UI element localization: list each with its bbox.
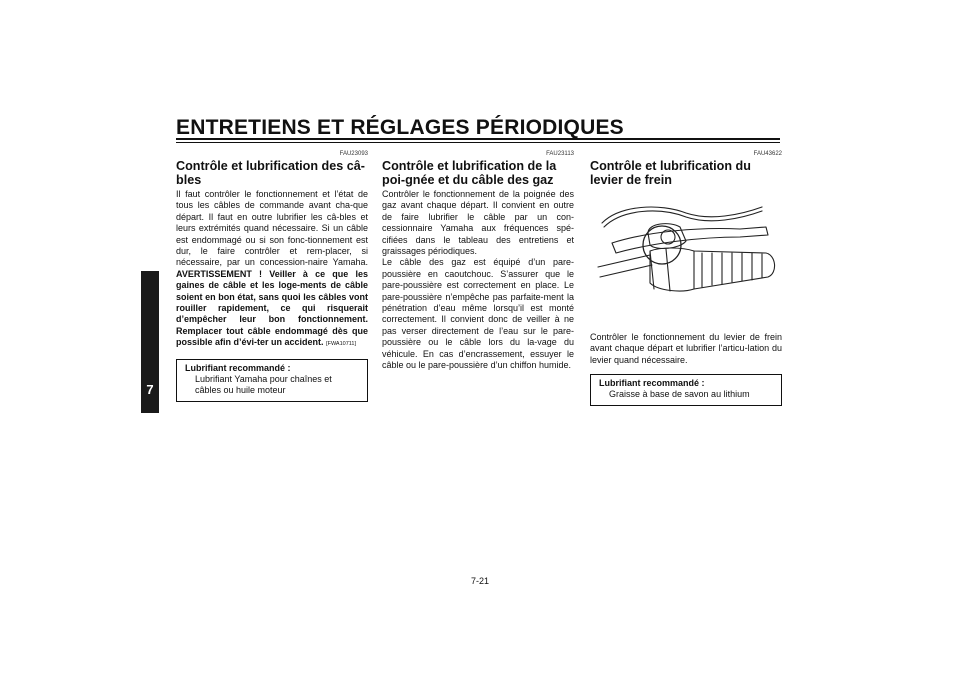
section-code: FAU43622 xyxy=(753,151,782,157)
chapter-tab xyxy=(141,271,159,413)
lubricant-value: Graisse à base de savon au lithium xyxy=(609,389,750,400)
lubricant-label: Lubrifiant recommandé : xyxy=(185,362,291,373)
section-code: FAU23093 xyxy=(339,151,368,157)
section-title: Contrôle et lubrification des câ-bles xyxy=(176,159,365,187)
chapter-tab-number: 7 xyxy=(146,382,154,397)
lubricant-value: Lubrifiant Yamaha pour chaînes et câbles ou huile moteur xyxy=(195,373,332,395)
page-header-title: ENTRETIENS ET RÉGLAGES PÉRIODIQUES xyxy=(176,116,624,139)
lubricant-box xyxy=(176,359,368,402)
section-body: Contrôler le fonctionnement du levier de frein avant chaque départ et lubrifier l’articu-lation du levier quand nécessaire. xyxy=(590,332,782,365)
section-title: Contrôle et lubrification de la poi-gnée et du câble des gaz xyxy=(382,159,557,187)
brake-lever-illustration xyxy=(590,193,782,321)
section-brake-lever xyxy=(590,150,782,406)
page-number: 7-21 xyxy=(470,576,489,586)
section-body xyxy=(176,189,368,351)
section-cables xyxy=(176,150,368,402)
section-body: Contrôler le fonctionnement de la poignée des gaz avant chaque départ. Il convient en outre de faire lubrifier le câble par un con-cessionnaire Yamaha aux fréquences spé-cifiées dans le tableau des entretiens et graissages périodiques. xyxy=(382,189,574,257)
section-code: FAU23113 xyxy=(546,151,574,157)
warning-text: AVERTISSEMENT ! Veiller à ce que les gaines de câble et les loge-ments de câble soient en bon état, sans quoi les câbles vont rouiller rapidement, ce qui risquerait d’empêcher leur bon fonctionnement. Remplacer tout câble endommagé dès que possible afin d’évi-ter un accident. xyxy=(176,268,368,348)
section-title: Contrôle et lubrification du levier de frein xyxy=(590,159,751,187)
lubricant-box xyxy=(590,374,782,406)
section-throttle xyxy=(382,150,574,372)
section-body-text: Il faut contrôler le fonctionnement et l’état de tous les câbles de commande avant cha-que départ. Il faut en outre lubrifier les câ-bles et leurs extrémités quand nécessaire. Si un câble est endommagé ou si son fonc-tionnement est dur, le faire contrôler et rem-placer, si nécessaire, par un concession-naire Yamaha. xyxy=(176,189,368,268)
section-body-2: Le câble des gaz est équipé d’un pare-poussière en caoutchouc. S’assurer que le pare-poussière est correctement en place. Le pare-poussière n’empêche pas parfaite-ment la pénétration d’eau même lorsqu’il est monté correctement. Il convient donc de veiller à ne pas verser directement de l’eau sur le pare-poussière ou le câble lors du la-vage du véhicule. En cas d’encrassement, essuyer le câble ou le pare-poussière d’un chiffon humide. xyxy=(382,257,574,371)
warning-code: [FWA10711] xyxy=(326,341,357,348)
lubricant-label: Lubrifiant recommandé : xyxy=(599,378,705,389)
header-rule xyxy=(176,138,780,143)
